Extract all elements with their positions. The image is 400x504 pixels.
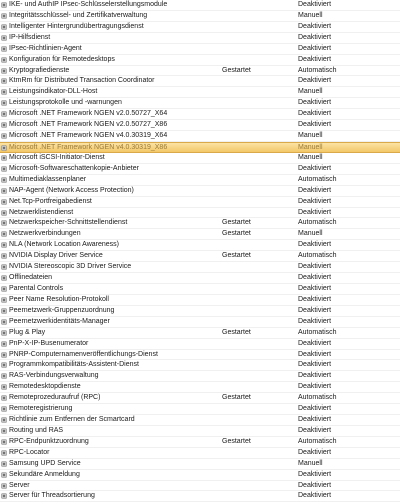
service-row[interactable]	[0, 470, 400, 481]
service-start-type: Deaktiviert	[298, 383, 332, 391]
service-row[interactable]	[0, 11, 400, 22]
service-name: Programmkompatibilitäts-Assistent-Dienst	[9, 361, 139, 369]
service-start-type: Manuell	[298, 132, 323, 140]
service-start-type: Deaktiviert	[298, 339, 332, 347]
service-row[interactable]	[0, 229, 400, 240]
service-name: Parental Controls	[9, 284, 64, 292]
service-gear-icon	[1, 286, 7, 292]
service-name: Leistungsindikator-DLL-Host	[9, 88, 98, 96]
service-name: Kryptografiedienste	[9, 66, 70, 74]
service-gear-icon	[1, 373, 7, 379]
service-row[interactable]	[0, 262, 400, 273]
service-name: Peernetzwerkidentitäts-Manager	[9, 317, 110, 325]
service-row[interactable]	[0, 306, 400, 317]
service-start-type: Deaktiviert	[298, 22, 332, 30]
service-start-type: Deaktiviert	[298, 284, 332, 292]
service-row[interactable]	[0, 317, 400, 328]
service-row[interactable]	[0, 33, 400, 44]
service-start-type: Automatisch	[298, 66, 337, 74]
service-gear-icon	[1, 461, 7, 467]
service-start-type: Deaktiviert	[298, 372, 332, 380]
service-gear-icon	[1, 57, 7, 63]
service-row[interactable]	[0, 197, 400, 208]
service-gear-icon	[1, 352, 7, 358]
service-name: Intelligenter Hintergrundübertragungsdienst	[9, 22, 144, 30]
service-gear-icon	[1, 188, 7, 194]
service-start-type: Deaktiviert	[298, 197, 332, 205]
service-name: Offlinedateien	[9, 274, 53, 282]
service-name: Multimediaklassenplaner	[9, 175, 87, 183]
service-row[interactable]	[0, 175, 400, 186]
service-row[interactable]	[0, 371, 400, 382]
service-row[interactable]	[0, 87, 400, 98]
service-gear-icon	[1, 472, 7, 478]
service-gear-icon	[1, 199, 7, 205]
service-start-type: Deaktiviert	[298, 77, 332, 85]
service-start-type: Deaktiviert	[298, 274, 332, 282]
service-start-type: Deaktiviert	[298, 306, 332, 314]
service-gear-icon	[1, 384, 7, 390]
service-start-type: Deaktiviert	[298, 361, 332, 369]
service-name: Plug & Play	[9, 328, 46, 336]
service-row[interactable]	[0, 142, 400, 153]
service-row[interactable]	[0, 459, 400, 470]
service-start-type: Deaktiviert	[298, 470, 332, 478]
service-row[interactable]	[0, 0, 400, 11]
service-gear-icon	[1, 483, 7, 489]
service-status: Gestartet	[222, 394, 251, 402]
service-start-type: Automatisch	[298, 175, 337, 183]
service-gear-icon	[1, 89, 7, 95]
service-start-type: Manuell	[298, 459, 323, 467]
service-start-type: Deaktiviert	[298, 33, 332, 41]
service-row[interactable]	[0, 208, 400, 219]
service-gear-icon	[1, 319, 7, 325]
service-gear-icon	[1, 24, 7, 30]
service-row[interactable]	[0, 44, 400, 55]
service-start-type: Manuell	[298, 143, 323, 151]
service-row[interactable]	[0, 120, 400, 131]
service-gear-icon	[1, 275, 7, 281]
service-gear-icon	[1, 210, 7, 216]
service-gear-icon	[1, 242, 7, 248]
service-name: Sekundäre Anmeldung	[9, 470, 80, 478]
service-row[interactable]	[0, 109, 400, 120]
service-row[interactable]	[0, 76, 400, 87]
service-name: IKE- und AuthIP IPsec-Schlüsselerstellungsmodule	[9, 1, 168, 8]
service-start-type: Manuell	[298, 230, 323, 238]
service-row[interactable]	[0, 218, 400, 229]
service-row[interactable]	[0, 393, 400, 404]
service-name: NLA (Network Location Awareness)	[9, 241, 119, 249]
service-name: RPC-Locator	[9, 448, 50, 456]
service-name: RAS-Verbindungsverwaltung	[9, 372, 99, 380]
service-row[interactable]	[0, 426, 400, 437]
service-gear-icon	[1, 35, 7, 41]
service-gear-icon	[1, 111, 7, 117]
service-gear-icon	[1, 220, 7, 226]
service-name: Microsoft .NET Framework NGEN v2.0.50727_X86	[9, 121, 168, 129]
service-name: Net.Tcp-Portfreigabedienst	[9, 197, 92, 205]
service-status: Gestartet	[222, 252, 251, 260]
service-gear-icon	[1, 362, 7, 368]
service-start-type: Deaktiviert	[298, 263, 332, 271]
service-start-type: Deaktiviert	[298, 448, 332, 456]
service-row[interactable]	[0, 273, 400, 284]
service-gear-icon	[1, 395, 7, 401]
service-status: Gestartet	[222, 437, 251, 445]
service-gear-icon	[1, 417, 7, 423]
service-start-type: Deaktiviert	[298, 492, 332, 500]
service-start-type: Manuell	[298, 88, 323, 96]
service-start-type: Deaktiviert	[298, 426, 332, 434]
service-gear-icon	[1, 177, 7, 183]
service-start-type: Deaktiviert	[298, 481, 332, 489]
service-name: Server	[9, 481, 30, 489]
service-gear-icon	[1, 133, 7, 139]
service-row[interactable]	[0, 404, 400, 415]
service-start-type: Automatisch	[298, 394, 337, 402]
service-start-type: Manuell	[298, 11, 323, 19]
service-start-type: Deaktiviert	[298, 164, 332, 172]
service-row[interactable]	[0, 295, 400, 306]
service-gear-icon	[1, 145, 7, 151]
service-gear-icon	[1, 155, 7, 161]
service-row[interactable]	[0, 98, 400, 109]
service-name: Routing und RAS	[9, 426, 64, 434]
service-name: Richtlinie zum Entfernen der Scmartcard	[9, 416, 135, 424]
service-start-type: Manuell	[298, 153, 323, 161]
service-name: PNRP-Computernamenveröffentlichungs-Dienst	[9, 350, 158, 358]
service-row[interactable]	[0, 284, 400, 295]
service-name: IP-Hilfsdienst	[9, 33, 51, 41]
service-name: Netzwerkspeicher-Schnittstellendienst	[9, 219, 128, 227]
service-gear-icon	[1, 341, 7, 347]
service-gear-icon	[1, 46, 7, 52]
service-name: PnP-X-IP-Busenumerator	[9, 339, 89, 347]
service-row[interactable]	[0, 66, 400, 77]
service-status: Gestartet	[222, 66, 251, 74]
service-name: IPsec-Richtlinien-Agent	[9, 44, 82, 52]
service-gear-icon	[1, 406, 7, 412]
service-name: Leistungsprotokolle und -warnungen	[9, 99, 122, 107]
service-gear-icon	[1, 450, 7, 456]
service-name: NVIDIA Stereoscopic 3D Driver Service	[9, 263, 132, 271]
service-row[interactable]	[0, 339, 400, 350]
service-gear-icon	[1, 100, 7, 106]
service-name: Server für Threadsortierung	[9, 492, 95, 500]
service-start-type: Automatisch	[298, 437, 337, 445]
service-gear-icon	[1, 166, 7, 172]
service-status: Gestartet	[222, 219, 251, 227]
service-start-type: Deaktiviert	[298, 208, 332, 216]
service-start-type: Deaktiviert	[298, 350, 332, 358]
service-gear-icon	[1, 264, 7, 270]
service-start-type: Deaktiviert	[298, 44, 332, 52]
service-name: Samsung UPD Service	[9, 459, 81, 467]
service-gear-icon	[1, 122, 7, 128]
service-name: NAP-Agent (Network Access Protection)	[9, 186, 134, 194]
service-row[interactable]	[0, 251, 400, 262]
service-gear-icon	[1, 253, 7, 259]
service-gear-icon	[1, 439, 7, 445]
service-row[interactable]	[0, 55, 400, 66]
service-start-type: Deaktiviert	[298, 317, 332, 325]
service-name: Integritätsschlüssel- und Zertifikatverwaltung	[9, 11, 148, 19]
service-start-type: Deaktiviert	[298, 416, 332, 424]
service-row[interactable]	[0, 360, 400, 371]
service-row[interactable]	[0, 481, 400, 492]
service-name: KtmRm für Distributed Transaction Coordinator	[9, 77, 155, 85]
service-start-type: Deaktiviert	[298, 55, 332, 63]
service-name: Peernetzwerk-Gruppenzuordnung	[9, 306, 115, 314]
service-start-type: Deaktiviert	[298, 1, 332, 8]
service-row[interactable]	[0, 491, 400, 502]
service-name: Konfiguration für Remotedesktops	[9, 55, 115, 63]
service-name: Netzwerkverbindungen	[9, 230, 81, 238]
service-gear-icon	[1, 428, 7, 434]
service-gear-icon	[1, 493, 7, 499]
service-row[interactable]	[0, 153, 400, 164]
service-start-type: Deaktiviert	[298, 121, 332, 129]
service-row[interactable]	[0, 415, 400, 426]
service-gear-icon	[1, 2, 7, 8]
service-row[interactable]	[0, 350, 400, 361]
service-name: Microsoft .NET Framework NGEN v2.0.50727_X64	[9, 110, 168, 118]
service-start-type: Deaktiviert	[298, 241, 332, 249]
service-name: Microsoft .NET Framework NGEN v4.0.30319_X86	[9, 143, 168, 151]
service-name: NVIDIA Display Driver Service	[9, 252, 103, 260]
service-status: Gestartet	[222, 230, 251, 238]
service-gear-icon	[1, 297, 7, 303]
service-row[interactable]	[0, 437, 400, 448]
service-row[interactable]	[0, 328, 400, 339]
service-name: Microsoft-Softwareschattenkopie-Anbieter	[9, 164, 139, 172]
service-row[interactable]	[0, 240, 400, 251]
service-start-type: Automatisch	[298, 252, 337, 260]
service-name: Netzwerklistendienst	[9, 208, 74, 216]
service-row[interactable]	[0, 382, 400, 393]
service-row[interactable]	[0, 131, 400, 142]
service-gear-icon	[1, 78, 7, 84]
service-start-type: Deaktiviert	[298, 99, 332, 107]
service-start-type: Deaktiviert	[298, 110, 332, 118]
service-status: Gestartet	[222, 328, 251, 336]
service-gear-icon	[1, 308, 7, 314]
service-row[interactable]	[0, 186, 400, 197]
service-name: Remotedesktopdienste	[9, 383, 81, 391]
service-name: Microsoft iSCSI-Initiator-Dienst	[9, 153, 105, 161]
service-row[interactable]	[0, 448, 400, 459]
service-gear-icon	[1, 68, 7, 74]
service-start-type: Deaktiviert	[298, 295, 332, 303]
service-gear-icon	[1, 231, 7, 237]
service-gear-icon	[1, 13, 7, 19]
service-name: RPC-Endpunktzuordnung	[9, 437, 89, 445]
service-start-type: Automatisch	[298, 219, 337, 227]
service-start-type: Deaktiviert	[298, 186, 332, 194]
service-gear-icon	[1, 330, 7, 336]
service-start-type: Automatisch	[298, 328, 337, 336]
service-name: Peer Name Resolution-Protokoll	[9, 295, 109, 303]
service-row[interactable]	[0, 22, 400, 33]
service-start-type: Deaktiviert	[298, 405, 332, 413]
service-name: Remoteprozeduraufruf (RPC)	[9, 394, 101, 402]
service-name: Microsoft .NET Framework NGEN v4.0.30319_X64	[9, 132, 168, 140]
service-row[interactable]	[0, 164, 400, 175]
service-name: Remoteregistrierung	[9, 405, 73, 413]
